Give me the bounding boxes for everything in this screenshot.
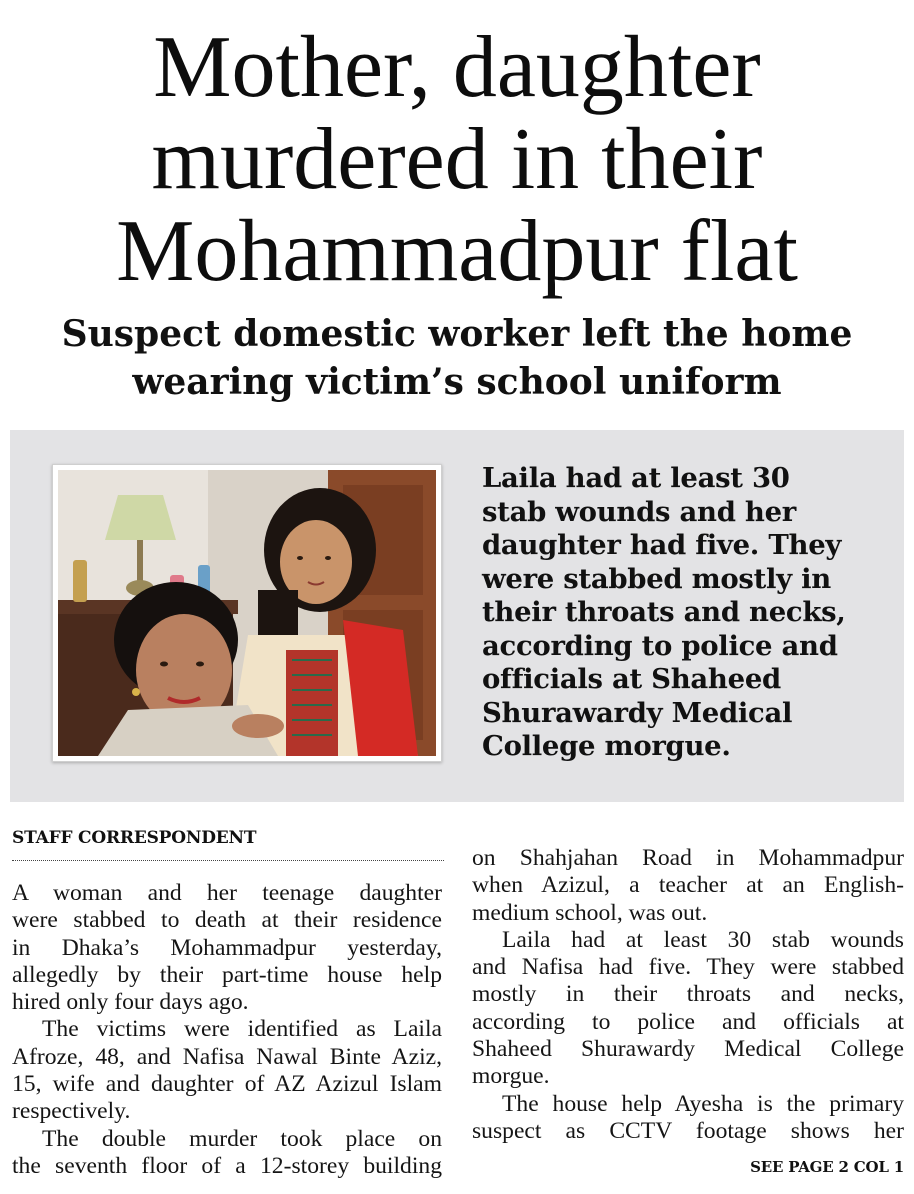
article-column-2 [472,845,904,1145]
article-line: Shaheed Shurawardy Medical College [472,1036,904,1063]
article-line: morgue. [472,1063,550,1090]
headline-line-2: murdered in their [151,111,763,208]
pull-quote-line: Laila had at least 30 [482,462,790,494]
article-line: allegedly by their part-time house help [12,961,442,988]
headline [0,19,914,300]
headline-line-1: Mother, daughter [153,19,761,116]
pull-quote-line: stab wounds and her [482,495,796,528]
article-line: when Azizul, a teacher at an English- [472,872,904,899]
feature-box [10,430,904,802]
article-line: according to police and officials at [472,1008,904,1035]
article-line: 15, wife and daughter of AZ Azizul Islam [12,1071,442,1098]
article-line: and Nafisa had five. They were stabbed [472,954,904,981]
article-line: The victims were identified as Laila [42,1016,442,1043]
subheadline [0,310,914,406]
jump-line[interactable]: SEE PAGE 2 COL 1 [750,1158,904,1176]
article-line: hired only four days ago. [12,989,249,1016]
article-line: The double murder took place on [42,1125,442,1152]
pull-quote-line: College morgue. [482,730,731,762]
article-line: in Dhaka’s Mohammadpur yesterday, [12,934,442,961]
article-line: Afroze, 48, and Nafisa Nawal Binte Aziz, [12,1043,442,1070]
subheadline-line-1: Suspect domestic worker left the home [61,313,853,355]
headline-line-3: Mohammadpur flat [116,203,798,300]
article-column-1 [12,880,442,1180]
byline: STAFF CORRESPONDENT [12,828,444,861]
article-line: on Shahjahan Road in Mohammadpur [472,845,904,871]
pull-quote-line: daughter had five. They [482,529,842,561]
pull-quote [482,462,892,764]
pull-quote-line: were stabbed mostly in [482,562,831,595]
subheadline-line-2: wearing victim’s school uniform [132,361,782,403]
article-line: the seventh floor of a 12-storey building [12,1152,442,1179]
article-line: suspect as CCTV footage shows her [472,1117,904,1144]
article-line: The house help Ayesha is the primary [502,1090,904,1117]
article-line: Laila had at least 30 stab wounds [502,926,904,953]
photo-frame [52,464,442,762]
pull-quote-line: Shurawardy Medical [482,696,793,729]
article-line: were stabbed to death at their residence [12,907,442,934]
pull-quote-line: officials at Shaheed [482,663,781,695]
article-line: medium school, was out. [472,899,708,926]
pull-quote-line: according to police and [482,629,838,662]
pull-quote-line: their throats and necks, [482,596,846,628]
photo-of-mother-and-daughter-icon [58,470,436,756]
article-line: mostly in their throats and necks, [472,981,904,1008]
article-line: respectively. [12,1098,131,1125]
article-line: A woman and her teenage daughter [12,880,442,906]
